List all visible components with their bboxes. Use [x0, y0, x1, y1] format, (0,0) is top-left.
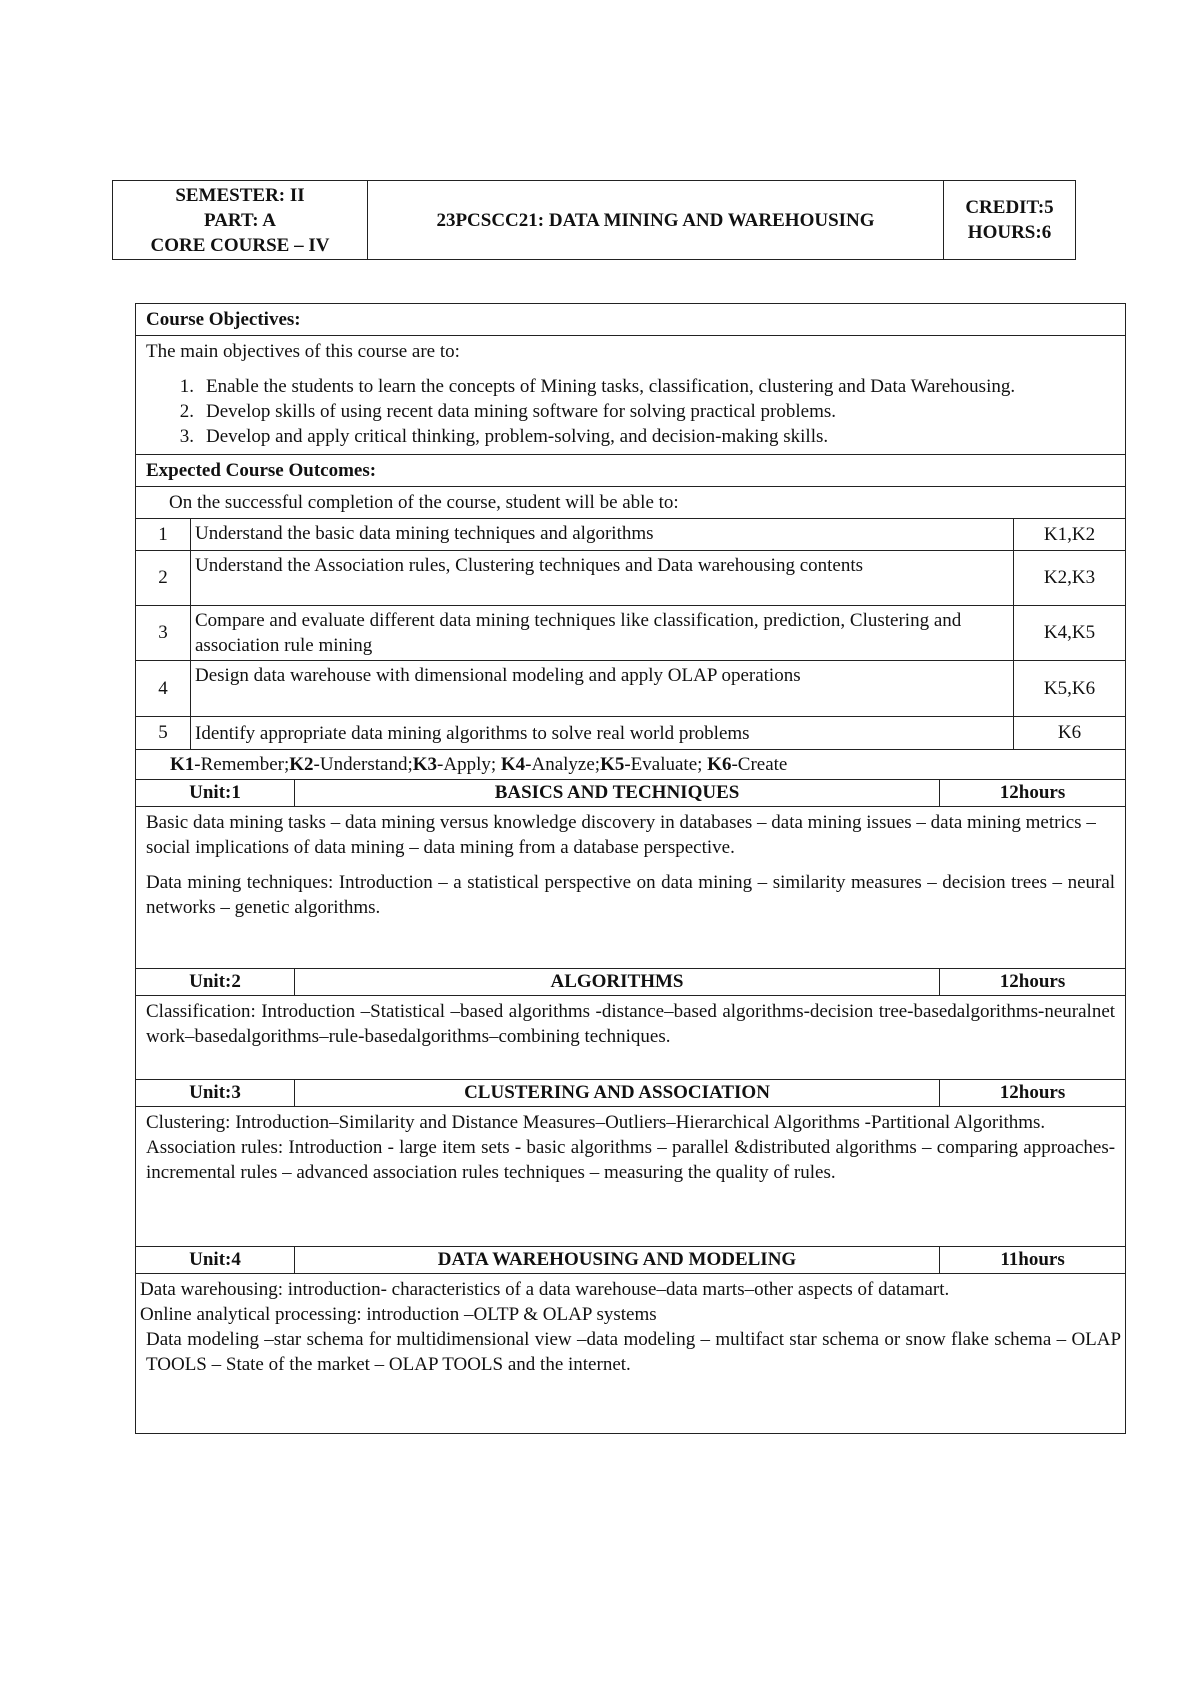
outcome-number: 3 — [136, 606, 191, 661]
knowledge-levels-legend — [136, 750, 1126, 780]
outcome-row — [136, 551, 1126, 606]
outcome-number: 4 — [136, 661, 191, 717]
unit-paragraph: Data mining techniques: Introduction – a statistical perspective on data mining – similarity measures – decision trees – neural networks – genetic algorithms. — [146, 872, 1116, 918]
outcome-row — [136, 661, 1126, 717]
outcomes-heading: Expected Course Outcomes: — [136, 455, 1126, 487]
unit-body-row — [136, 996, 1126, 1080]
unit-hours: 12hours — [940, 1080, 1126, 1107]
k-code: K2 — [289, 754, 314, 775]
objective-text: Develop and apply critical thinking, problem-solving, and decision-making skills. — [206, 426, 829, 447]
unit-title: DATA WAREHOUSING AND MODELING — [295, 1247, 940, 1274]
objectives-body — [136, 336, 1126, 455]
credit-cell — [944, 181, 1076, 260]
unit-header-row — [136, 780, 1126, 807]
k-code: K3 — [412, 754, 438, 775]
unit-title: BASICS AND TECHNIQUES — [295, 780, 940, 807]
syllabus-table — [135, 303, 1126, 1434]
objective-item — [146, 424, 1115, 449]
unit-content — [136, 1107, 1126, 1247]
course-title-cell — [368, 181, 944, 260]
outcome-knowledge-level: K5,K6 — [1014, 661, 1126, 717]
objective-text: Enable the students to learn the concepts of Mining tasks, classification, clustering and Data Warehousing. — [206, 376, 1016, 397]
semester-label: SEMESTER: II — [175, 184, 305, 206]
objective-number: 3. — [179, 426, 194, 447]
unit-number: Unit:2 — [136, 969, 295, 996]
outcome-text: Compare and evaluate different data mining techniques like classification, prediction, Clustering and association rule mining — [191, 606, 1014, 661]
outcome-number: 5 — [136, 717, 191, 750]
objectives-heading: Course Objectives: — [136, 304, 1126, 336]
objectives-intro: The main objectives of this course are to: — [146, 341, 460, 362]
unit-number: Unit:4 — [136, 1247, 295, 1274]
hours-label: HOURS:6 — [967, 222, 1052, 243]
unit-content — [136, 1274, 1126, 1434]
unit-title: CLUSTERING AND ASSOCIATION — [295, 1080, 940, 1107]
outcome-row — [136, 606, 1126, 661]
k-label: -Understand; — [313, 754, 413, 775]
outcome-text: Identify appropriate data mining algorithms to solve real world problems — [191, 717, 1014, 750]
k-label: -Apply; — [437, 754, 501, 775]
outcome-number: 2 — [136, 551, 191, 606]
unit-body-row — [136, 1274, 1126, 1434]
unit-paragraph: Association rules: Introduction - large item sets - basic algorithms – parallel &distributed algorithms – comparing approaches- incremental rules – advanced association rules techniques – measuring the quality of rules. — [146, 1137, 1116, 1183]
k-label: -Analyze; — [525, 754, 601, 775]
objective-number: 2. — [179, 401, 194, 422]
course-header-table — [112, 180, 1076, 260]
outcome-knowledge-level: K1,K2 — [1014, 519, 1126, 551]
unit-paragraph: Data warehousing: introduction- characteristics of a data warehouse–data marts–other aspects of datamart. — [140, 1279, 950, 1300]
outcome-row — [136, 519, 1126, 551]
unit-paragraph: Data modeling –star schema for multidimensional view –data modeling – multifact star schema or snow flake schema – OLAP TOOLS – State of the market – OLAP TOOLS and the internet. — [146, 1329, 1122, 1375]
objective-item — [146, 399, 1115, 424]
knowledge-levels-row — [136, 750, 1126, 780]
k-label: -Create — [731, 754, 788, 775]
unit-number: Unit:3 — [136, 1080, 295, 1107]
course-title: 23PCSCC21: DATA MINING AND WAREHOUSING — [436, 209, 875, 231]
unit-content — [136, 807, 1126, 969]
k-code: K1 — [170, 754, 195, 775]
objective-number: 1. — [179, 376, 194, 397]
outcome-row — [136, 717, 1126, 750]
outcome-text: Design data warehouse with dimensional modeling and apply OLAP operations — [191, 661, 1014, 717]
k-code: K4 — [500, 754, 526, 775]
objectives-heading-row — [136, 304, 1126, 336]
unit-hours: 11hours — [940, 1247, 1126, 1274]
objective-item — [146, 374, 1115, 399]
outcome-knowledge-level: K6 — [1014, 717, 1126, 750]
outcome-text: Understand the Association rules, Clustering techniques and Data warehousing contents — [191, 551, 1014, 606]
core-course-label: CORE COURSE – IV — [150, 234, 330, 256]
objectives-list — [146, 374, 1115, 449]
k-label: -Evaluate; — [624, 754, 708, 775]
unit-paragraph: Online analytical processing: introduction –OLTP & OLAP systems — [140, 1304, 657, 1325]
unit-header-row — [136, 969, 1126, 996]
unit-body-row — [136, 807, 1126, 969]
unit-header-row — [136, 1080, 1126, 1107]
unit-content — [136, 996, 1126, 1080]
part-label: PART: A — [204, 209, 276, 231]
k-code: K5 — [600, 754, 625, 775]
outcome-knowledge-level: K2,K3 — [1014, 551, 1126, 606]
outcome-knowledge-level: K4,K5 — [1014, 606, 1126, 661]
outcomes-intro-row — [136, 487, 1126, 519]
outcome-number: 1 — [136, 519, 191, 551]
unit-number: Unit:1 — [136, 780, 295, 807]
unit-hours: 12hours — [940, 780, 1126, 807]
objectives-body-row — [136, 336, 1126, 455]
unit-paragraph: Classification: Introduction –Statistical –based algorithms -distance–based algorithms-decision tree-basedalgorithms-neuralnetwork–basedalgorithms–rule-basedalgorithms–combining techniques. — [146, 1001, 1116, 1047]
objective-text: Develop skills of using recent data mining software for solving practical problems. — [206, 401, 837, 422]
unit-header-row — [136, 1247, 1126, 1274]
unit-body-row — [136, 1107, 1126, 1247]
k-code: K6 — [707, 754, 732, 775]
outcomes-intro: On the successful completion of the course, student will be able to: — [136, 487, 1126, 519]
outcomes-heading-row — [136, 455, 1126, 487]
semester-cell — [113, 181, 368, 260]
unit-title: ALGORITHMS — [295, 969, 940, 996]
unit-paragraph: Clustering: Introduction–Similarity and Distance Measures–Outliers–Hierarchical Algorithms -Partitional Algorithms. — [146, 1112, 1046, 1133]
credit-label: CREDIT:5 — [965, 197, 1054, 218]
unit-paragraph: Basic data mining tasks – data mining versus knowledge discovery in databases – data mining issues – data mining metrics – social implications of data mining – data mining from a database perspective. — [146, 812, 1096, 858]
k-label: -Remember; — [194, 754, 290, 775]
outcome-text: Understand the basic data mining techniques and algorithms — [191, 519, 1014, 551]
unit-hours: 12hours — [940, 969, 1126, 996]
